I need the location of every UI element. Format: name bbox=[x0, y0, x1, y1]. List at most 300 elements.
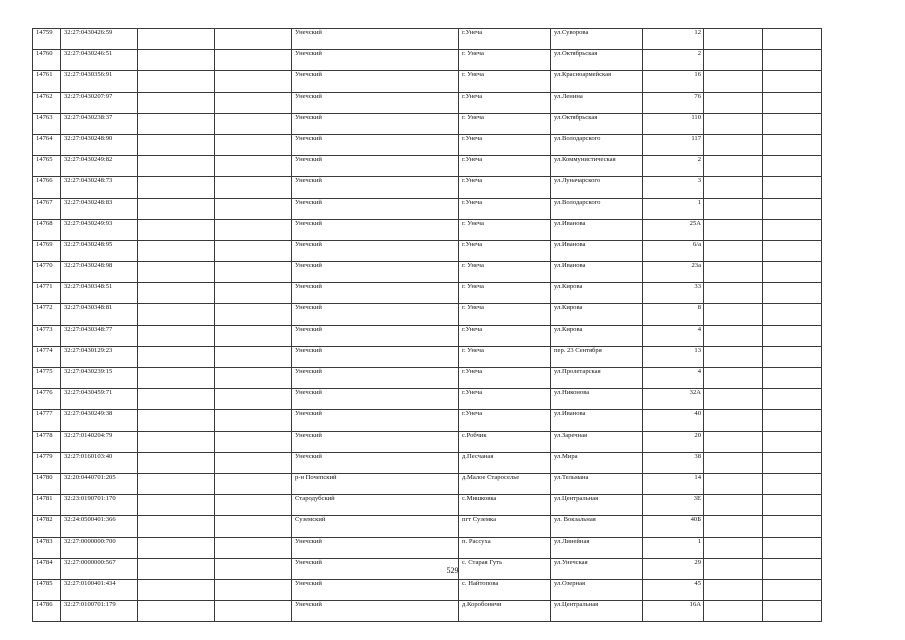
locality-cell: г.Унеча bbox=[459, 198, 551, 219]
cadastral-number-cell: 32:27:0430459:71 bbox=[61, 389, 138, 410]
empty-cell bbox=[138, 113, 215, 134]
street-cell: ул.Красноармейская bbox=[551, 71, 643, 92]
locality-cell: г.Унеча bbox=[459, 368, 551, 389]
locality-cell: г. Унеча bbox=[459, 346, 551, 367]
street-cell: ул.Никонова bbox=[551, 389, 643, 410]
empty-cell bbox=[138, 410, 215, 431]
empty-cell bbox=[215, 156, 292, 177]
empty-cell bbox=[215, 368, 292, 389]
cadastral-number-cell: 32:27:0430248:73 bbox=[61, 177, 138, 198]
district-cell: Унечский bbox=[292, 219, 459, 240]
empty-cell bbox=[138, 262, 215, 283]
cadastral-number-cell: 32:27:0430248:95 bbox=[61, 240, 138, 261]
house-number-cell: 4 bbox=[643, 325, 704, 346]
empty-cell bbox=[215, 134, 292, 155]
empty-cell bbox=[215, 452, 292, 473]
empty-cell bbox=[138, 346, 215, 367]
empty-cell bbox=[763, 601, 822, 622]
empty-cell bbox=[704, 29, 763, 50]
row-number-cell: 14778 bbox=[33, 431, 61, 452]
district-cell: Унечский bbox=[292, 71, 459, 92]
empty-cell bbox=[138, 304, 215, 325]
house-number-cell: 4 bbox=[643, 368, 704, 389]
row-number-cell: 14784 bbox=[33, 558, 61, 579]
locality-cell: г. Унеча bbox=[459, 262, 551, 283]
empty-cell bbox=[215, 304, 292, 325]
empty-cell bbox=[215, 410, 292, 431]
row-number-cell: 14782 bbox=[33, 516, 61, 537]
house-number-cell: 29 bbox=[643, 558, 704, 579]
empty-cell bbox=[138, 50, 215, 71]
street-cell: ул.Тельмана bbox=[551, 473, 643, 494]
row-number-cell: 14783 bbox=[33, 537, 61, 558]
empty-cell bbox=[704, 50, 763, 71]
row-number-cell: 14774 bbox=[33, 346, 61, 367]
street-cell: ул.Центральная bbox=[551, 495, 643, 516]
table-row bbox=[33, 410, 822, 431]
street-cell: ул.Центральная bbox=[551, 601, 643, 622]
district-cell: Унечский bbox=[292, 240, 459, 261]
table-row bbox=[33, 346, 822, 367]
empty-cell bbox=[763, 452, 822, 473]
empty-cell bbox=[215, 240, 292, 261]
cadastral-number-cell: 32:27:0430348:81 bbox=[61, 304, 138, 325]
empty-cell bbox=[763, 495, 822, 516]
table-row bbox=[33, 113, 822, 134]
table-row bbox=[33, 283, 822, 304]
street-cell: ул.Мира bbox=[551, 452, 643, 473]
street-cell: ул.Октябрьская bbox=[551, 113, 643, 134]
street-cell: ул.Линейная bbox=[551, 537, 643, 558]
house-number-cell: 6/а bbox=[643, 240, 704, 261]
cadastral-number-cell: 32:27:0430356:91 bbox=[61, 71, 138, 92]
empty-cell bbox=[704, 113, 763, 134]
registry-table bbox=[32, 28, 822, 622]
house-number-cell: 45 bbox=[643, 579, 704, 600]
table-row bbox=[33, 71, 822, 92]
empty-cell bbox=[215, 431, 292, 452]
cadastral-number-cell: 32:27:0430248:83 bbox=[61, 198, 138, 219]
table-row bbox=[33, 601, 822, 622]
street-cell: ул.Коммунистическая bbox=[551, 156, 643, 177]
empty-cell bbox=[704, 177, 763, 198]
street-cell: ул.Октябрьская bbox=[551, 50, 643, 71]
row-number-cell: 14777 bbox=[33, 410, 61, 431]
street-cell: ул.Заречная bbox=[551, 431, 643, 452]
empty-cell bbox=[763, 283, 822, 304]
street-cell: ул.Володарского bbox=[551, 134, 643, 155]
house-number-cell: 16 bbox=[643, 71, 704, 92]
empty-cell bbox=[763, 219, 822, 240]
empty-cell bbox=[138, 495, 215, 516]
table-body bbox=[33, 29, 822, 622]
cadastral-number-cell: 32:27:0430249:38 bbox=[61, 410, 138, 431]
empty-cell bbox=[704, 579, 763, 600]
empty-cell bbox=[704, 410, 763, 431]
empty-cell bbox=[704, 601, 763, 622]
empty-cell bbox=[138, 389, 215, 410]
street-cell: пер. 23 Сентября bbox=[551, 346, 643, 367]
empty-cell bbox=[215, 579, 292, 600]
empty-cell bbox=[704, 262, 763, 283]
empty-cell bbox=[763, 71, 822, 92]
street-cell: ул.Кирова bbox=[551, 283, 643, 304]
row-number-cell: 14775 bbox=[33, 368, 61, 389]
district-cell: Унечский bbox=[292, 29, 459, 50]
street-cell: ул.Иванова bbox=[551, 240, 643, 261]
empty-cell bbox=[704, 537, 763, 558]
empty-cell bbox=[215, 601, 292, 622]
empty-cell bbox=[763, 198, 822, 219]
house-number-cell: 40Б bbox=[643, 516, 704, 537]
cadastral-number-cell: 32:27:0430348:77 bbox=[61, 325, 138, 346]
locality-cell: п. Рассуха bbox=[459, 537, 551, 558]
empty-cell bbox=[763, 431, 822, 452]
cadastral-number-cell: 32:27:0000000:700 bbox=[61, 537, 138, 558]
empty-cell bbox=[704, 240, 763, 261]
empty-cell bbox=[138, 601, 215, 622]
locality-cell: г.Унеча bbox=[459, 389, 551, 410]
cadastral-number-cell: 32:27:0430248:98 bbox=[61, 262, 138, 283]
street-cell: ул.Иванова bbox=[551, 262, 643, 283]
locality-cell: г.Унеча bbox=[459, 177, 551, 198]
house-number-cell: 20 bbox=[643, 431, 704, 452]
house-number-cell: 14 bbox=[643, 473, 704, 494]
table-row bbox=[33, 304, 822, 325]
empty-cell bbox=[704, 283, 763, 304]
empty-cell bbox=[763, 516, 822, 537]
street-cell: ул.Унечская bbox=[551, 558, 643, 579]
locality-cell: с. Старая Гуть bbox=[459, 558, 551, 579]
house-number-cell: 8 bbox=[643, 304, 704, 325]
cadastral-number-cell: 32:27:0430249:82 bbox=[61, 156, 138, 177]
house-number-cell: 2 bbox=[643, 156, 704, 177]
empty-cell bbox=[763, 579, 822, 600]
district-cell: Унечский bbox=[292, 156, 459, 177]
empty-cell bbox=[138, 473, 215, 494]
empty-cell bbox=[763, 177, 822, 198]
empty-cell bbox=[215, 50, 292, 71]
table-row bbox=[33, 219, 822, 240]
empty-cell bbox=[215, 325, 292, 346]
table-row bbox=[33, 495, 822, 516]
empty-cell bbox=[215, 283, 292, 304]
empty-cell bbox=[215, 177, 292, 198]
house-number-cell: 38 bbox=[643, 452, 704, 473]
empty-cell bbox=[215, 516, 292, 537]
locality-cell: г.Унеча bbox=[459, 29, 551, 50]
house-number-cell: 13 bbox=[643, 346, 704, 367]
cadastral-number-cell: 32:27:0430239:15 bbox=[61, 368, 138, 389]
empty-cell bbox=[763, 240, 822, 261]
cadastral-number-cell: 32:27:0430246:51 bbox=[61, 50, 138, 71]
district-cell: Унечский bbox=[292, 198, 459, 219]
empty-cell bbox=[138, 283, 215, 304]
table-row bbox=[33, 50, 822, 71]
row-number-cell: 14781 bbox=[33, 495, 61, 516]
empty-cell bbox=[763, 346, 822, 367]
table-row bbox=[33, 240, 822, 261]
district-cell: Унечский bbox=[292, 134, 459, 155]
row-number-cell: 14780 bbox=[33, 473, 61, 494]
empty-cell bbox=[704, 368, 763, 389]
empty-cell bbox=[138, 29, 215, 50]
locality-cell: г. Унеча bbox=[459, 304, 551, 325]
empty-cell bbox=[215, 71, 292, 92]
empty-cell bbox=[704, 92, 763, 113]
street-cell: ул.Ленина bbox=[551, 92, 643, 113]
empty-cell bbox=[138, 156, 215, 177]
street-cell: ул.Суворова bbox=[551, 29, 643, 50]
empty-cell bbox=[138, 537, 215, 558]
locality-cell: д.Коробоничи bbox=[459, 601, 551, 622]
empty-cell bbox=[138, 177, 215, 198]
empty-cell bbox=[138, 198, 215, 219]
district-cell: Унечский bbox=[292, 537, 459, 558]
locality-cell: г. Унеча bbox=[459, 50, 551, 71]
district-cell: Унечский bbox=[292, 325, 459, 346]
empty-cell bbox=[215, 262, 292, 283]
locality-cell: пгт Суземка bbox=[459, 516, 551, 537]
empty-cell bbox=[763, 156, 822, 177]
row-number-cell: 14776 bbox=[33, 389, 61, 410]
district-cell: Унечский bbox=[292, 283, 459, 304]
row-number-cell: 14759 bbox=[33, 29, 61, 50]
empty-cell bbox=[138, 431, 215, 452]
street-cell: ул.Иванова bbox=[551, 219, 643, 240]
district-cell: Унечский bbox=[292, 601, 459, 622]
district-cell: Унечский bbox=[292, 177, 459, 198]
table-row bbox=[33, 368, 822, 389]
house-number-cell: 33 bbox=[643, 283, 704, 304]
cadastral-number-cell: 32:27:0430426:59 bbox=[61, 29, 138, 50]
table-row bbox=[33, 156, 822, 177]
empty-cell bbox=[138, 240, 215, 261]
empty-cell bbox=[763, 50, 822, 71]
row-number-cell: 14760 bbox=[33, 50, 61, 71]
street-cell: ул.Луначарского bbox=[551, 177, 643, 198]
empty-cell bbox=[138, 579, 215, 600]
empty-cell bbox=[215, 473, 292, 494]
locality-cell: г.Унеча bbox=[459, 410, 551, 431]
house-number-cell: 1 bbox=[643, 537, 704, 558]
empty-cell bbox=[763, 134, 822, 155]
house-number-cell: 23а bbox=[643, 262, 704, 283]
row-number-cell: 14769 bbox=[33, 240, 61, 261]
empty-cell bbox=[704, 473, 763, 494]
table-row bbox=[33, 516, 822, 537]
locality-cell: д.Песчаная bbox=[459, 452, 551, 473]
locality-cell: г. Унеча bbox=[459, 113, 551, 134]
row-number-cell: 14768 bbox=[33, 219, 61, 240]
empty-cell bbox=[138, 452, 215, 473]
empty-cell bbox=[704, 431, 763, 452]
empty-cell bbox=[763, 389, 822, 410]
empty-cell bbox=[704, 495, 763, 516]
row-number-cell: 14763 bbox=[33, 113, 61, 134]
cadastral-number-cell: 32:27:0430129:23 bbox=[61, 346, 138, 367]
row-number-cell: 14773 bbox=[33, 325, 61, 346]
empty-cell bbox=[704, 219, 763, 240]
locality-cell: с.Робчик bbox=[459, 431, 551, 452]
street-cell: ул.Кирова bbox=[551, 304, 643, 325]
cadastral-number-cell: 32:27:0160103:40 bbox=[61, 452, 138, 473]
cadastral-number-cell: 32:27:0430249:93 bbox=[61, 219, 138, 240]
empty-cell bbox=[215, 113, 292, 134]
street-cell: ул.Иванова bbox=[551, 410, 643, 431]
empty-cell bbox=[704, 346, 763, 367]
table-row bbox=[33, 92, 822, 113]
empty-cell bbox=[704, 304, 763, 325]
empty-cell bbox=[138, 92, 215, 113]
cadastral-number-cell: 32:27:0430238:37 bbox=[61, 113, 138, 134]
row-number-cell: 14764 bbox=[33, 134, 61, 155]
locality-cell: г. Унеча bbox=[459, 283, 551, 304]
empty-cell bbox=[704, 71, 763, 92]
row-number-cell: 14762 bbox=[33, 92, 61, 113]
house-number-cell: 1 bbox=[643, 198, 704, 219]
empty-cell bbox=[704, 516, 763, 537]
cadastral-number-cell: 32:27:0430248:90 bbox=[61, 134, 138, 155]
district-cell: Унечский bbox=[292, 558, 459, 579]
district-cell: Унечский bbox=[292, 431, 459, 452]
empty-cell bbox=[138, 368, 215, 389]
empty-cell bbox=[215, 198, 292, 219]
district-cell: Стародубский bbox=[292, 495, 459, 516]
house-number-cell: 32А bbox=[643, 389, 704, 410]
district-cell: Унечский bbox=[292, 304, 459, 325]
table-row bbox=[33, 537, 822, 558]
empty-cell bbox=[704, 198, 763, 219]
street-cell: ул.Володарского bbox=[551, 198, 643, 219]
cadastral-number-cell: 32:27:0430207:97 bbox=[61, 92, 138, 113]
district-cell: р-н Почепский bbox=[292, 473, 459, 494]
locality-cell: г.Унеча bbox=[459, 156, 551, 177]
house-number-cell: 3 bbox=[643, 177, 704, 198]
locality-cell: д.Малое Староселье bbox=[459, 473, 551, 494]
table-row bbox=[33, 262, 822, 283]
row-number-cell: 14765 bbox=[33, 156, 61, 177]
cadastral-number-cell: 32:23:0190701:170 bbox=[61, 495, 138, 516]
table-row bbox=[33, 29, 822, 50]
empty-cell bbox=[704, 389, 763, 410]
cadastral-number-cell: 32:27:0140204:79 bbox=[61, 431, 138, 452]
empty-cell bbox=[138, 219, 215, 240]
locality-cell: г. Унеча bbox=[459, 71, 551, 92]
street-cell: ул.Озерная bbox=[551, 579, 643, 600]
row-number-cell: 14785 bbox=[33, 579, 61, 600]
empty-cell bbox=[704, 134, 763, 155]
row-number-cell: 14771 bbox=[33, 283, 61, 304]
locality-cell: с.Мишковка bbox=[459, 495, 551, 516]
row-number-cell: 14766 bbox=[33, 177, 61, 198]
house-number-cell: 76 bbox=[643, 92, 704, 113]
cadastral-number-cell: 32:24:0500401:366 bbox=[61, 516, 138, 537]
house-number-cell: 110 bbox=[643, 113, 704, 134]
district-cell: Унечский bbox=[292, 50, 459, 71]
cadastral-number-cell: 32:27:0100401:434 bbox=[61, 579, 138, 600]
house-number-cell: 12 bbox=[643, 29, 704, 50]
empty-cell bbox=[763, 113, 822, 134]
empty-cell bbox=[138, 516, 215, 537]
row-number-cell: 14761 bbox=[33, 71, 61, 92]
table-row bbox=[33, 198, 822, 219]
empty-cell bbox=[215, 537, 292, 558]
district-cell: Унечский bbox=[292, 389, 459, 410]
empty-cell bbox=[215, 92, 292, 113]
house-number-cell: 16А bbox=[643, 601, 704, 622]
table-row bbox=[33, 389, 822, 410]
street-cell: ул. Вокзальная bbox=[551, 516, 643, 537]
row-number-cell: 14767 bbox=[33, 198, 61, 219]
street-cell: ул.Пролетарская bbox=[551, 368, 643, 389]
empty-cell bbox=[138, 325, 215, 346]
cadastral-number-cell: 32:27:0000000:567 bbox=[61, 558, 138, 579]
cadastral-number-cell: 32:27:0100701:179 bbox=[61, 601, 138, 622]
table-row bbox=[33, 473, 822, 494]
table-row bbox=[33, 452, 822, 473]
empty-cell bbox=[704, 452, 763, 473]
empty-cell bbox=[763, 262, 822, 283]
empty-cell bbox=[215, 495, 292, 516]
district-cell: Суземский bbox=[292, 516, 459, 537]
house-number-cell: 2 bbox=[643, 50, 704, 71]
empty-cell bbox=[704, 156, 763, 177]
row-number-cell: 14770 bbox=[33, 262, 61, 283]
locality-cell: г.Унеча bbox=[459, 240, 551, 261]
house-number-cell: 3Е bbox=[643, 495, 704, 516]
locality-cell: г. Унеча bbox=[459, 219, 551, 240]
locality-cell: с. Найтопова bbox=[459, 579, 551, 600]
house-number-cell: 40 bbox=[643, 410, 704, 431]
house-number-cell: 25А bbox=[643, 219, 704, 240]
district-cell: Унечский bbox=[292, 113, 459, 134]
empty-cell bbox=[215, 29, 292, 50]
empty-cell bbox=[763, 29, 822, 50]
table-row bbox=[33, 134, 822, 155]
district-cell: Унечский bbox=[292, 410, 459, 431]
empty-cell bbox=[138, 134, 215, 155]
empty-cell bbox=[215, 346, 292, 367]
cadastral-number-cell: 32:27:0430348:51 bbox=[61, 283, 138, 304]
empty-cell bbox=[763, 92, 822, 113]
district-cell: Унечский bbox=[292, 92, 459, 113]
empty-cell bbox=[763, 473, 822, 494]
empty-cell bbox=[763, 537, 822, 558]
cadastral-number-cell: 32:20:0440701:205 bbox=[61, 473, 138, 494]
row-number-cell: 14772 bbox=[33, 304, 61, 325]
street-cell: ул.Кирова bbox=[551, 325, 643, 346]
locality-cell: г.Унеча bbox=[459, 325, 551, 346]
district-cell: Унечский bbox=[292, 262, 459, 283]
district-cell: Унечский bbox=[292, 368, 459, 389]
district-cell: Унечский bbox=[292, 579, 459, 600]
page-number: 529 bbox=[446, 566, 459, 575]
empty-cell bbox=[215, 219, 292, 240]
empty-cell bbox=[763, 368, 822, 389]
locality-cell: г.Унеча bbox=[459, 134, 551, 155]
table-row bbox=[33, 431, 822, 452]
house-number-cell: 117 bbox=[643, 134, 704, 155]
empty-cell bbox=[138, 71, 215, 92]
empty-cell bbox=[215, 389, 292, 410]
table-row bbox=[33, 177, 822, 198]
locality-cell: г.Унеча bbox=[459, 92, 551, 113]
empty-cell bbox=[704, 325, 763, 346]
row-number-cell: 14786 bbox=[33, 601, 61, 622]
empty-cell bbox=[763, 325, 822, 346]
row-number-cell: 14779 bbox=[33, 452, 61, 473]
